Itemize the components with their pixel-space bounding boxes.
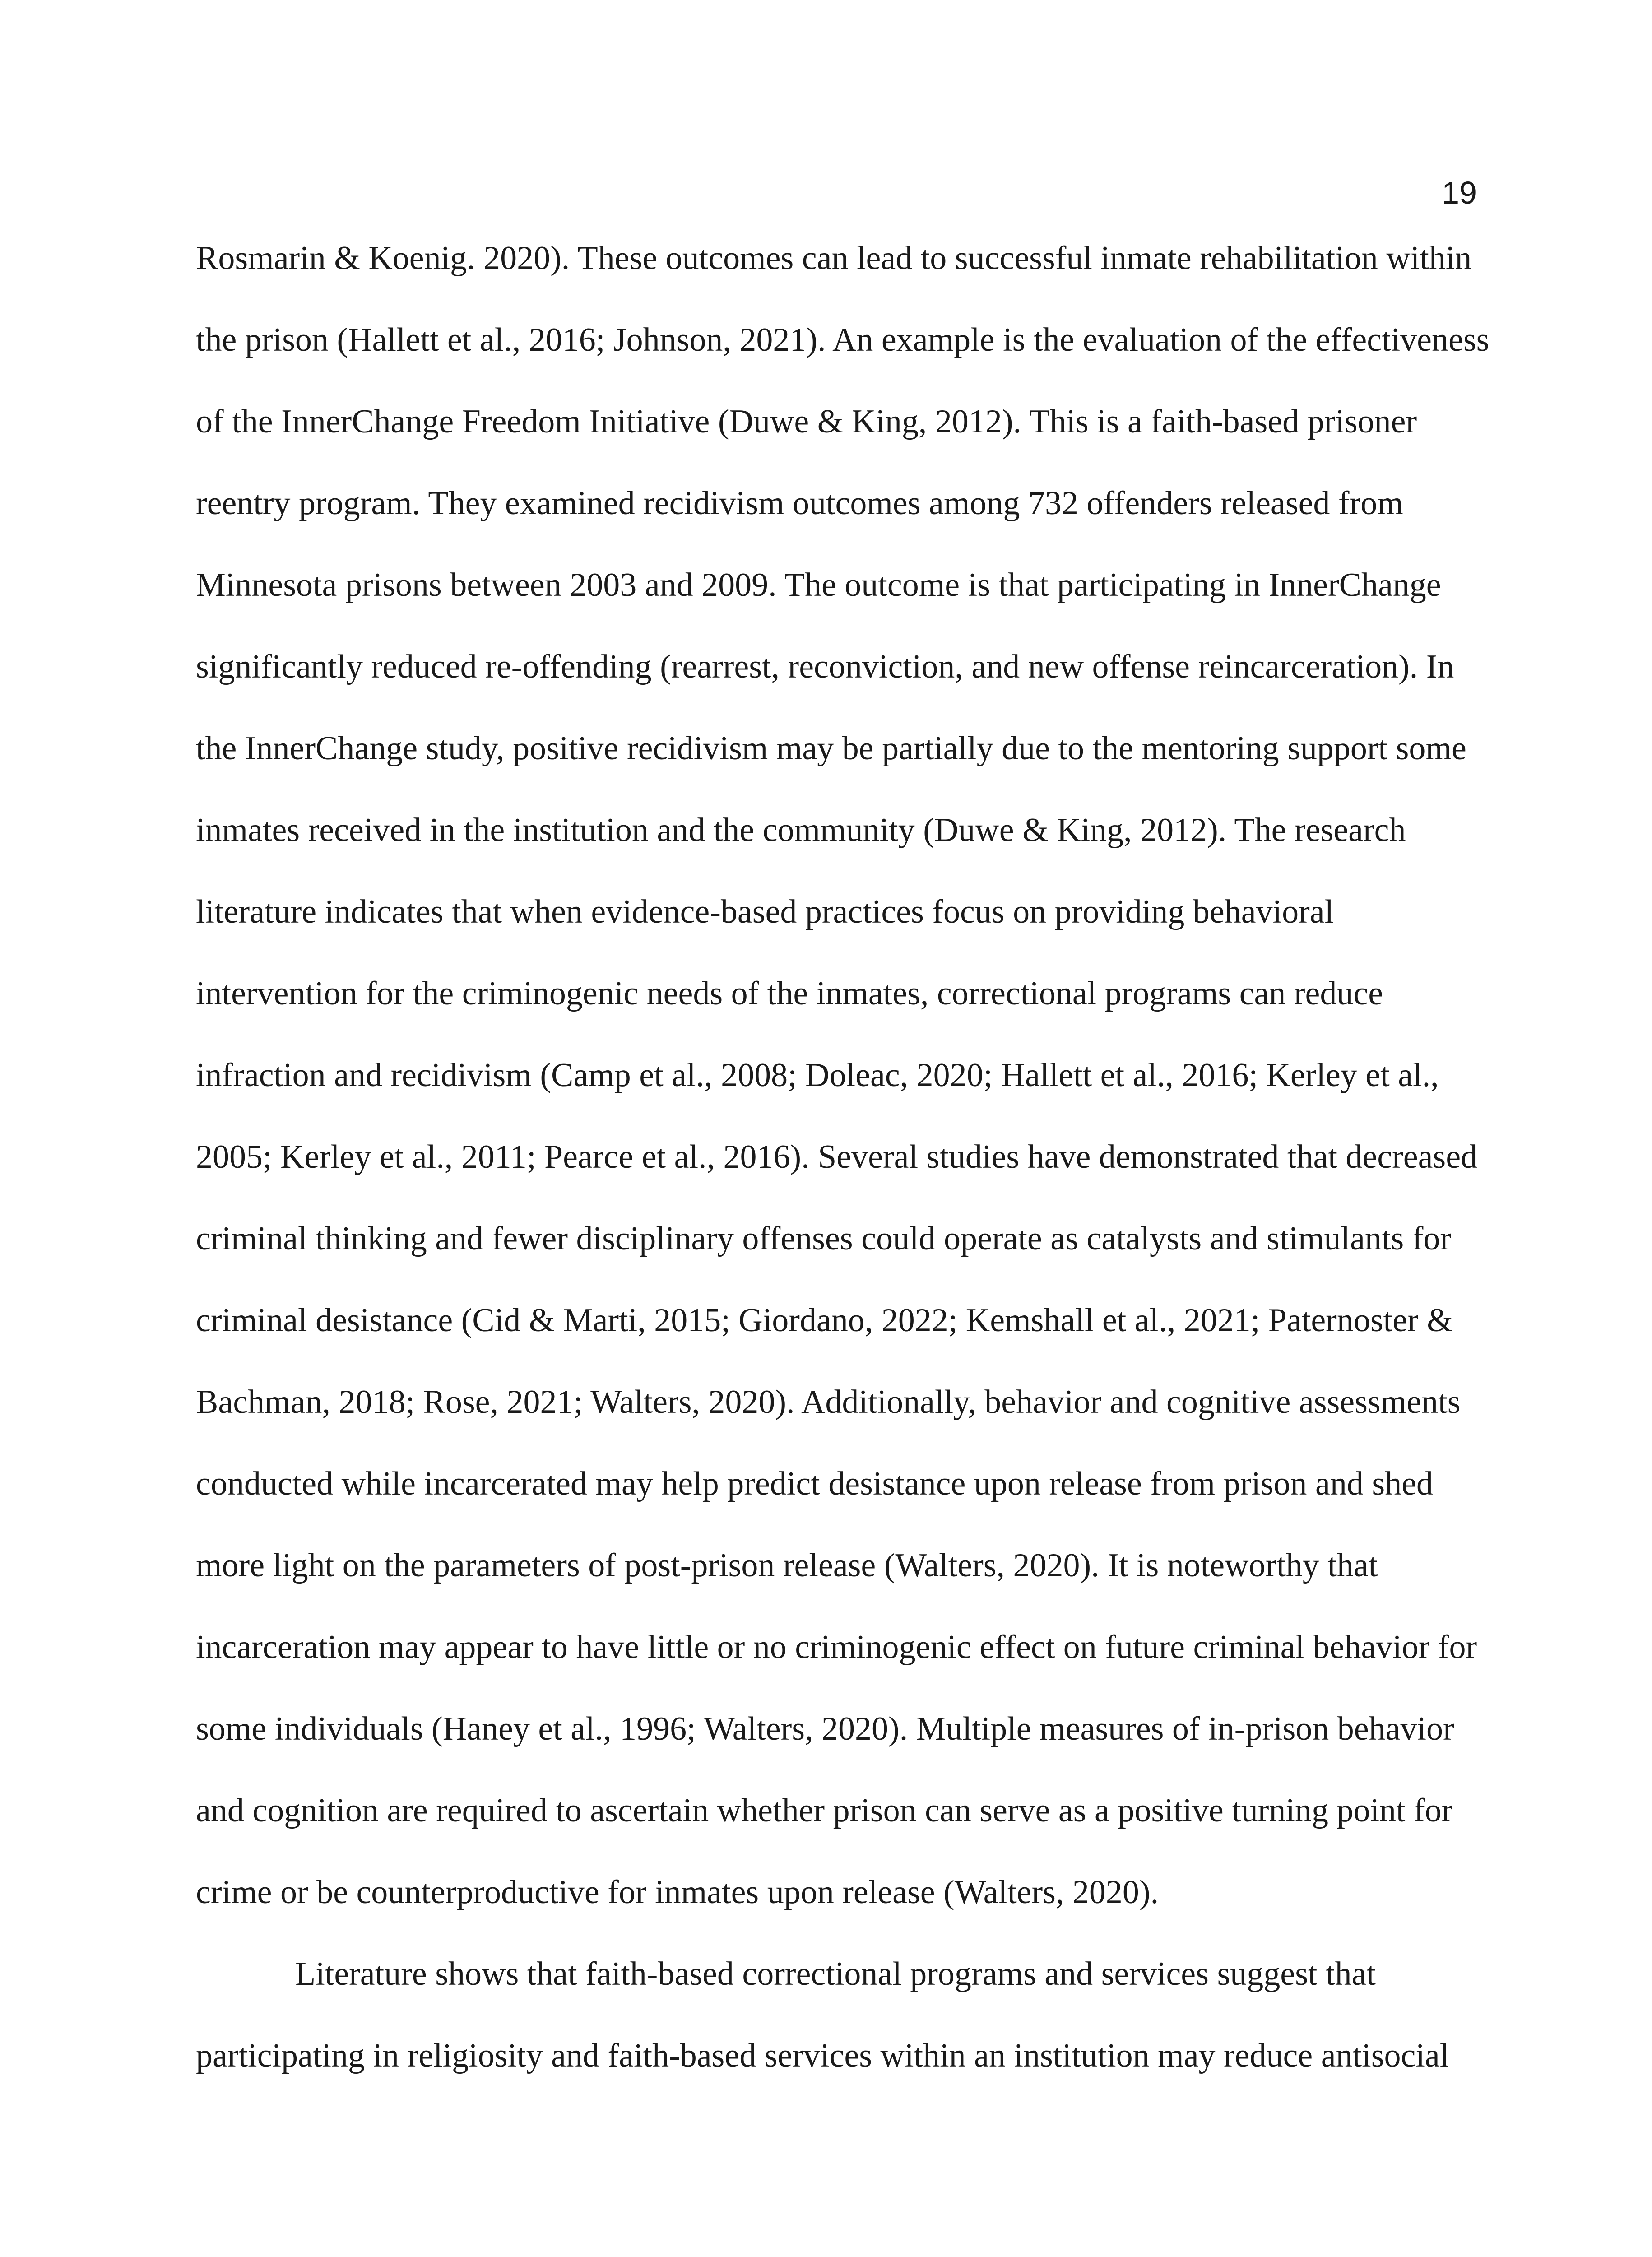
text-line: Literature shows that faith-based correctional programs and services suggest that bbox=[295, 1955, 1376, 1992]
text-line: more light on the parameters of post-prison release (Walters, 2020). It is noteworthy that bbox=[196, 1547, 1378, 1584]
text-line: conducted while incarcerated may help predict desistance upon release from prison and shed bbox=[196, 1465, 1434, 1502]
page-number: 19 bbox=[1442, 175, 1477, 210]
text-line: Minnesota prisons between 2003 and 2009. The outcome is that participating in InnerChange bbox=[196, 567, 1441, 604]
text-line: of the InnerChange Freedom Initiative (Duwe & King, 2012). This is a faith-based prisoner bbox=[196, 403, 1417, 440]
body-text bbox=[196, 218, 1490, 2097]
text-line: reentry program. They examined recidivism outcomes among 732 offenders released from bbox=[196, 485, 1403, 522]
text-line: participating in religiosity and faith-based services within an institution may reduce antisocial bbox=[196, 2037, 1449, 2074]
text-line: significantly reduced re-offending (rearrest, reconviction, and new offense reincarceration). In bbox=[196, 648, 1454, 685]
text-line: 2005; Kerley et al., 2011; Pearce et al., 2016). Several studies have demonstrated that decreased bbox=[196, 1138, 1478, 1175]
text-line: incarceration may appear to have little or no criminogenic effect on future criminal behavior for bbox=[196, 1629, 1477, 1666]
text-line: criminal thinking and fewer disciplinary offenses could operate as catalysts and stimulants for bbox=[196, 1220, 1452, 1257]
text-line: intervention for the criminogenic needs of the inmates, correctional programs can reduce bbox=[196, 975, 1383, 1012]
text-line: Bachman, 2018; Rose, 2021; Walters, 2020). Additionally, behavior and cognitive assessments bbox=[196, 1384, 1461, 1421]
text-line: the prison (Hallett et al., 2016; Johnson, 2021). An example is the evaluation of the effectiveness bbox=[196, 321, 1490, 358]
text-line: the InnerChange study, positive recidivism may be partially due to the mentoring support some bbox=[196, 730, 1466, 767]
paragraph bbox=[196, 218, 1490, 1933]
text-line: inmates received in the institution and the community (Duwe & King, 2012). The research bbox=[196, 812, 1406, 849]
text-line: Rosmarin & Koenig. 2020). These outcomes can lead to successful inmate rehabilitation within bbox=[196, 240, 1472, 277]
text-line: crime or be counterproductive for inmates upon release (Walters, 2020). bbox=[196, 1874, 1159, 1911]
paragraph bbox=[196, 1933, 1482, 2097]
text-line: literature indicates that when evidence-based practices focus on providing behavioral bbox=[196, 893, 1334, 930]
text-line: and cognition are required to ascertain whether prison can serve as a positive turning point for bbox=[196, 1792, 1453, 1829]
text-line: infraction and recidivism (Camp et al., 2008; Doleac, 2020; Hallett et al., 2016; Kerley et al., bbox=[196, 1057, 1439, 1094]
text-line: some individuals (Haney et al., 1996; Walters, 2020). Multiple measures of in-prison behavior bbox=[196, 1710, 1454, 1747]
text-line: criminal desistance (Cid & Marti, 2015; Giordano, 2022; Kemshall et al., 2021; Paternoster & bbox=[196, 1302, 1453, 1339]
